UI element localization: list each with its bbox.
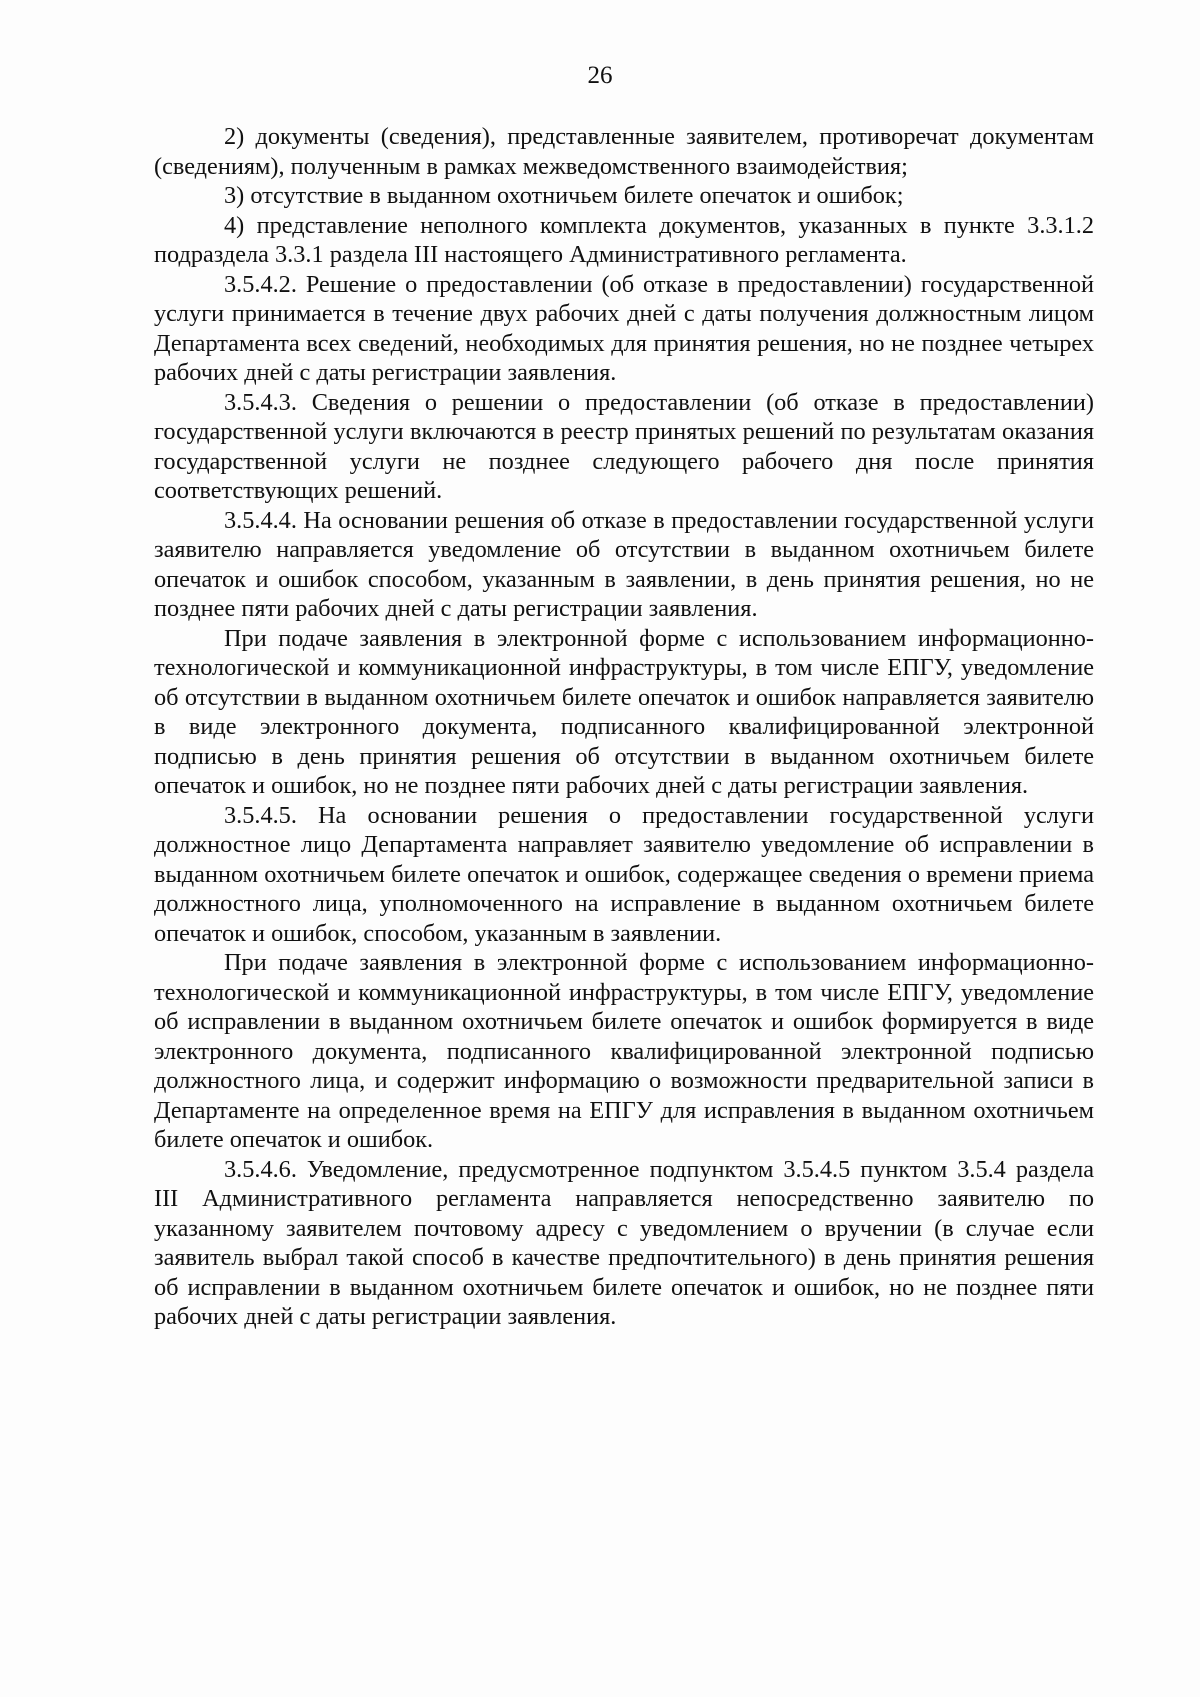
paragraph-electronic-refusal: При подаче заявления в электронной форме с использованием информационно-технологической и коммуникационной инфраструктуры, в том числе ЕПГУ, уведомление об отсутствии в выданном охотничьем билете опечаток и ошибок направляется заявителю в виде электронного документа, подписанного квалифицированной электронной подписью в день принятия решения об отсутствии в выданном охотничьем билете опечаток и ошибок, но не позднее пяти рабочих дней с даты регистрации заявления. [154, 624, 1094, 799]
paragraph-3-5-4-5: 3.5.4.5. На основании решения о предоставлении государственной услуги должностное лицо Департамента направляет заявителю уведомление об исправлении в выданном охотничьем билете опечаток и ошибок, содержащее сведения о времени приема должностного лица, уполномоченного на исправление в выданном охотничьем билете опечаток и ошибок, способом, указанным в заявлении. [154, 801, 1094, 947]
paragraph-electronic-correction: При подаче заявления в электронной форме с использованием информационно-технологической и коммуникационной инфраструктуры, в том числе ЕПГУ, уведомление об исправлении в выданном охотничьем билете опечаток и ошибок формируется в виде электронного документа, подписанного квалифицированной электронной подписью должностного лица, и содержит информацию о возможности предварительной записи в Департаменте на определенное время на ЕПГУ для исправления в выданном охотничьем билете опечаток и ошибок. [154, 949, 1094, 1153]
paragraph-3-5-4-6: 3.5.4.6. Уведомление, предусмотренное подпунктом 3.5.4.5 пунктом 3.5.4 раздела III Административного регламента направляется непосредственно заявителю по указанному заявителем почтовому адресу с уведомлением о вручении (в случае если заявитель выбрал такой способ в качестве предпочтительного) в день принятия решения об исправлении в выданном охотничьем билете опечаток и ошибок, но не позднее пяти рабочих дней с даты регистрации заявления. [154, 1155, 1094, 1330]
paragraph-item-4: 4) представление неполного комплекта документов, указанных в пункте 3.3.1.2 подраздела 3.3.1 раздела III настоящего Административного регламента. [154, 211, 1094, 268]
page-number: 26 [587, 62, 613, 89]
paragraph-item-3: 3) отсутствие в выданном охотничьем билете опечаток и ошибок; [224, 182, 904, 209]
paragraph-item-2: 2) документы (сведения), представленные заявителем, противоречат документам (сведениям), полученным в рамках межведомственного взаимодействия; [154, 123, 1094, 180]
paragraph-3-5-4-4: 3.5.4.4. На основании решения об отказе в предоставлении государственной услуги заявителю направляется уведомление об отсутствии в выданном охотничьем билете опечаток и ошибок способом, указанным в заявлении, в день принятия решения, но не позднее пяти рабочих дней с даты регистрации заявления. [154, 506, 1094, 622]
paragraph-3-5-4-3: 3.5.4.3. Сведения о решении о предоставлении (об отказе в предоставлении) государственной услуги включаются в реестр принятых решений по результатам оказания государственной услуги не позднее следующего рабочего дня после принятия соответствующих решений. [154, 388, 1094, 504]
document-body [154, 122, 1094, 1332]
paragraph-3-5-4-2: 3.5.4.2. Решение о предоставлении (об отказе в предоставлении) государственной услуги принимается в течение двух рабочих дней с даты получения должностным лицом Департамента всех сведений, необходимых для принятия решения, но не позднее четырех рабочих дней с даты регистрации заявления. [154, 270, 1094, 386]
